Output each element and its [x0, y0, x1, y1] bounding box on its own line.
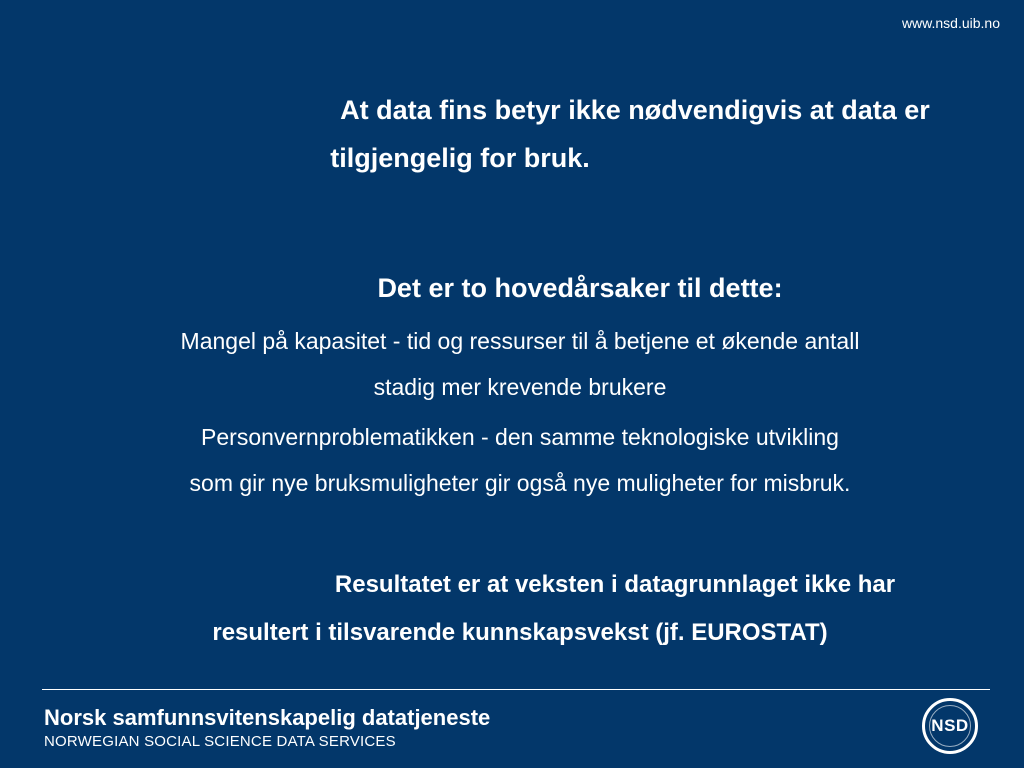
footer-org-name-english: NORWEGIAN SOCIAL SCIENCE DATA SERVICES — [44, 733, 396, 750]
main-heading-line-2: tilgjengelig for bruk. — [330, 143, 590, 173]
conclusion-line-2: resultert i tilsvarende kunnskapsvekst (jf. EUROSTAT) — [212, 619, 828, 646]
conclusion-line-1: Resultatet er at veksten i datagrunnlaget ikke har — [334, 571, 896, 598]
subheading-text: Det er to hovedårsaker til dette: — [377, 273, 783, 303]
main-heading-line-1: At data fins betyr ikke nødvendigvis at data er — [340, 95, 930, 125]
conclusion — [60, 571, 980, 647]
logo-inner-ring — [929, 705, 971, 747]
reason-privacy-line-1: Personvernproblematikken - den samme teknologiske utvikling — [201, 424, 839, 450]
footer-org-name: Norsk samfunnsvitenskapelig datatjeneste — [44, 705, 491, 730]
reason-privacy-line-2: som gir nye bruksmuligheter gir også nye muligheter for misbruk. — [189, 470, 851, 496]
footer-divider — [42, 689, 990, 690]
logo-text: NSD — [931, 716, 969, 735]
reason-privacy — [60, 424, 980, 496]
reason-capacity-line-2: stadig mer krevende brukere — [373, 374, 667, 400]
subheading — [60, 274, 980, 302]
reason-capacity — [60, 328, 980, 400]
website-url: www.nsd.uib.no — [901, 15, 1000, 31]
nsd-logo-icon — [922, 698, 978, 754]
main-heading — [60, 96, 980, 172]
reason-capacity-line-1: Mangel på kapasitet - tid og ressurser til å betjene et økende antall — [180, 328, 860, 354]
